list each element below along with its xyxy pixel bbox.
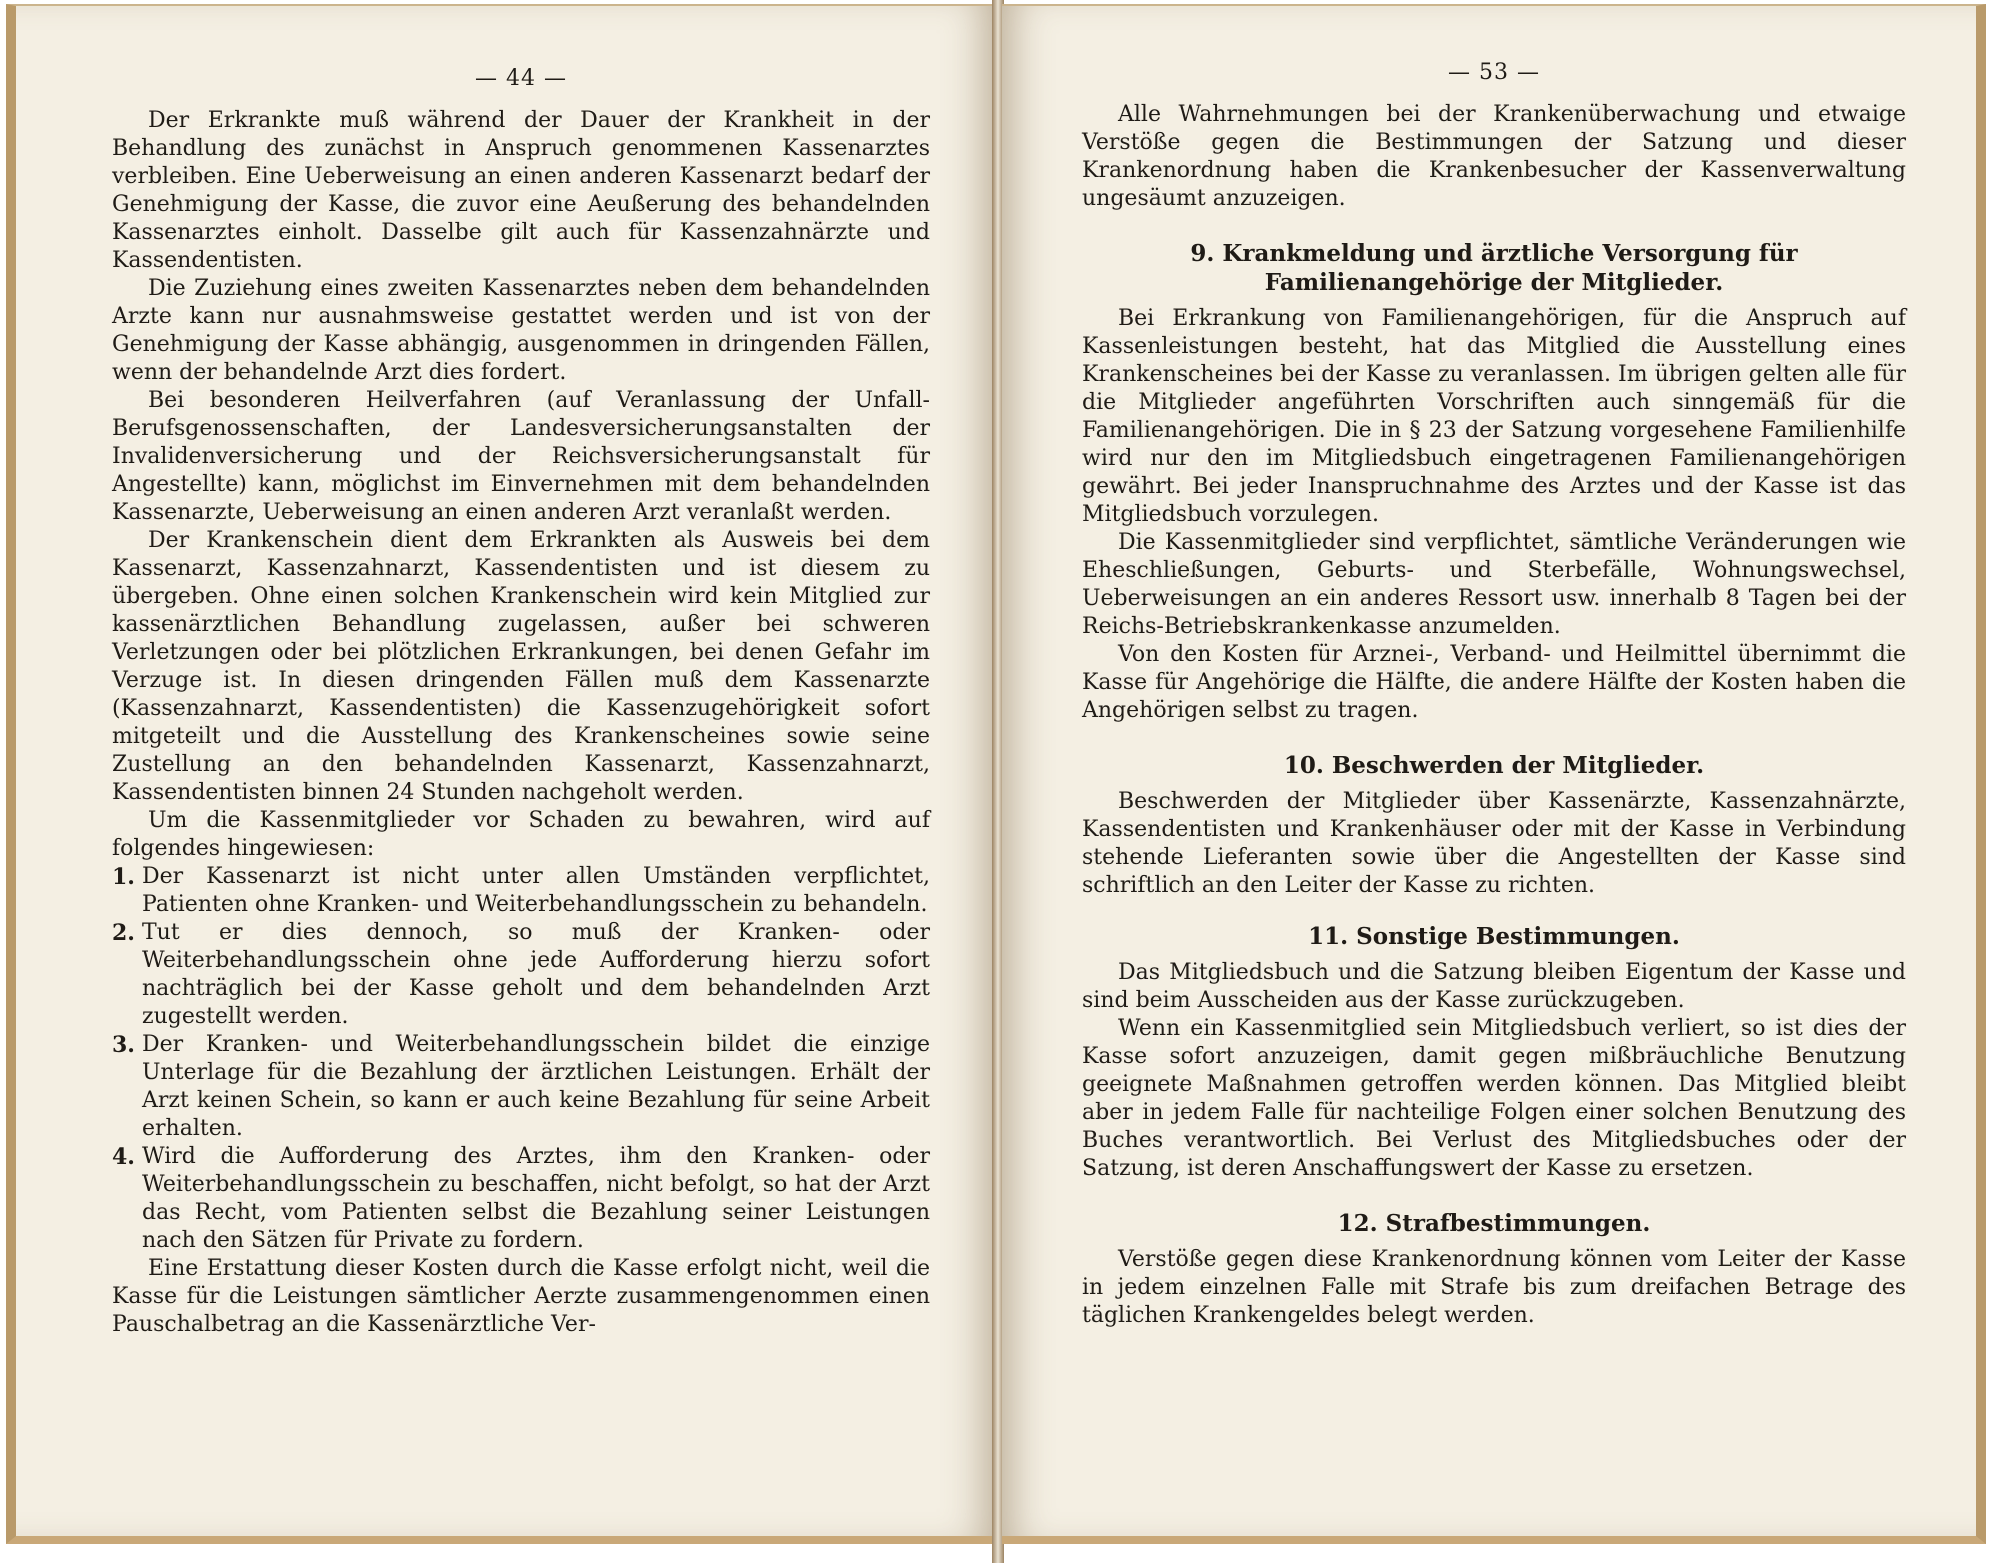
section-heading: 9. Krankmeldung und ärztliche Versorgung für Familienangehörige der Mitglieder. <box>1190 240 1798 296</box>
list-item <box>112 863 930 919</box>
paragraph: Bei Erkrankung von Familienangehörigen, für die Anspruch auf Kassenleistungen besteht, hat das Mitglied die Ausstellung eines Krankenscheines bei der Kasse zu veranlassen. Im übrigen gelten alle für die Mitglieder angeführten Vorschriften auch sinngemäß für die Familienangehörigen. Die in § 23 der Satzung vorgesehene Familienhilfe wird nur den im Mitgliedsbuch eingetragenen Familienangehörigen gewährt. Bei jeder Inanspruchnahme des Arztes und der Kasse ist das Mitgliedsbuch vorzulegen. <box>1082 306 1906 527</box>
paragraph: Beschwerden der Mitglieder über Kassenärzte, Kassenzahnärzte, Kassendentisten und Krankenhäuser oder mit der Kasse in Verbindung stehende Lieferanten sowie über die Angestellten der Kasse sind schriftlich an den Leiter der Kasse zu richten. <box>1082 789 1906 898</box>
section-heading: 12. Strafbestimmungen. <box>1337 1210 1651 1237</box>
list-item-text: Tut er dies dennoch, so muß der Kranken- oder Weiterbehandlungsschein ohne jede Aufforderung hierzu sofort nachträglich bei der Kasse geholt und dem behandelnden Arzt zugestellt werden. <box>142 920 930 1029</box>
list-item-number: 3. <box>112 1032 135 1058</box>
list-item-number: 1. <box>112 864 135 890</box>
list-item-text: Wird die Aufforderung des Arztes, ihm den Kranken- oder Weiterbehandlungsschein zu beschaffen, nicht befolgt, so hat der Arzt das Recht, vom Patienten selbst die Bezahlung seiner Leistungen nach den Sätzen für Private zu fordern. <box>142 1144 930 1253</box>
list-item-number: 4. <box>112 1144 135 1170</box>
section-heading: 10. Beschwerden der Mitglieder. <box>1283 752 1705 779</box>
paragraph: Alle Wahrnehmungen bei der Krankenüberwachung und etwaige Verstöße gegen die Bestimmungen der Satzung und dieser Krankenordnung haben die Krankenbesucher der Kassenverwaltung ungesäumt anzuzeigen. <box>1082 102 1906 211</box>
right-page <box>1002 4 1986 1544</box>
paragraph: Wenn ein Kassenmitglied sein Mitgliedsbuch verliert, so ist dies der Kasse sofort anzuzeigen, damit gegen mißbräuchliche Benutzung geeignete Maßnahmen getroffen werden können. Das Mitglied bleibt aber in jedem Falle für nachteilige Folgen einer solchen Benutzung des Buches verantwortlich. Bei Verlust des Mitgliedsbuches oder der Satzung, ist deren Anschaffungswert der Kasse zu ersetzen. <box>1082 1016 1906 1181</box>
paragraph: Die Kassenmitglieder sind verpflichtet, sämtliche Veränderungen wie Eheschließungen, Geburts- und Sterbefälle, Wohnungswechsel, Ueberweisungen an ein anderes Ressort usw. innerhalb 8 Tagen bei der Reichs-Betriebskrankenkasse anzumelden. <box>1082 530 1906 639</box>
numbered-list <box>112 863 930 1255</box>
page-number-left: — 44 — <box>475 66 567 91</box>
paragraph: Verstöße gegen diese Krankenordnung können vom Leiter der Kasse in jedem einzelnen Falle mit Strafe bis zum dreifachen Betrage des täglichen Krankengeldes belegt werden. <box>1082 1247 1906 1328</box>
paragraph: Der Krankenschein dient dem Erkrankten als Ausweis bei dem Kassenarzt, Kassenzahnarzt, Kassendentisten und ist diesem zu übergeben. Ohne einen solchen Krankenschein wird kein Mitglied zur kassenärztlichen Behandlung zugelassen, außer bei schweren Verletzungen oder bei plötzlichen Erkrankungen, bei denen Gefahr im Verzuge ist. In diesen dringenden Fällen muß dem Kassenarzte (Kassenzahnarzt, Kassendentisten) die Kassenzugehörigkeit sofort mitgeteilt und die Ausstellung des Krankenscheines sowie seine Zustellung an den behandelnden Kassenarzt, Kassenzahnarzt, Kassendentisten binnen 24 Stunden nachgeholt werden. <box>112 528 930 805</box>
list-item <box>112 1031 930 1143</box>
list-item <box>112 1143 930 1255</box>
paragraph: Die Zuziehung eines zweiten Kassenarztes neben dem behandelnden Arzte kann nur ausnahmsweise gestattet werden und ist von der Genehmigung der Kasse abhängig, ausgenommen in dringenden Fällen, wenn der behandelnde Arzt dies fordert. <box>112 276 930 385</box>
list-item-text: Der Kassenarzt ist nicht unter allen Umständen verpflichtet, Patienten ohne Kranken- und Weiterbehandlungsschein zu behandeln. <box>142 864 930 917</box>
left-page <box>6 4 994 1544</box>
section-heading: 11. Sonstige Bestimmungen. <box>1308 923 1680 950</box>
page-number-right: — 53 — <box>1448 60 1540 85</box>
paragraph: Eine Erstattung dieser Kosten durch die Kasse erfolgt nicht, weil die Kasse für die Leistungen sämtlicher Aerzte zusammengenommen einen Pauschalbetrag an die Kassenärztliche Ver- <box>112 1256 930 1337</box>
paragraph: Das Mitgliedsbuch und die Satzung bleiben Eigentum der Kasse und sind beim Ausscheiden aus der Kasse zurückzugeben. <box>1082 960 1906 1013</box>
list-item-text: Der Kranken- und Weiterbehandlungsschein bildet die einzige Unterlage für die Bezahlung der ärztlichen Leistungen. Erhält der Arzt keinen Schein, so kann er auch keine Bezahlung für seine Arbeit erhalten. <box>142 1032 930 1141</box>
paragraph: Der Erkrankte muß während der Dauer der Krankheit in der Behandlung des zunächst in Anspruch genommenen Kassenarztes verbleiben. Eine Ueberweisung an einen anderen Kassenarzt bedarf der Genehmigung der Kasse, die zuvor eine Aeußerung des behandelnden Kassenarztes einholt. Dasselbe gilt auch für Kassenzahnärzte und Kassendentisten. <box>112 108 930 273</box>
list-item <box>112 919 930 1031</box>
paragraph: Von den Kosten für Arznei-, Verband- und Heilmittel übernimmt die Kasse für Angehörige die Hälfte, die andere Hälfte der Kosten haben die Angehörigen selbst zu tragen. <box>1082 642 1906 723</box>
paragraph: Um die Kassenmitglieder vor Schaden zu bewahren, wird auf folgendes hingewiesen: <box>112 808 930 861</box>
paragraph: Bei besonderen Heilverfahren (auf Veranlassung der Unfall-Berufsgenossenschaften, der Landesversicherungsanstalten der Invalidenversicherung und der Reichsversicherungsanstalt für Angestellte) kann, möglichst im Einvernehmen mit dem behandelnden Kassenarzte, Ueberweisung an einen anderen Arzt veranlaßt werden. <box>112 388 930 525</box>
list-item-number: 2. <box>112 920 135 946</box>
